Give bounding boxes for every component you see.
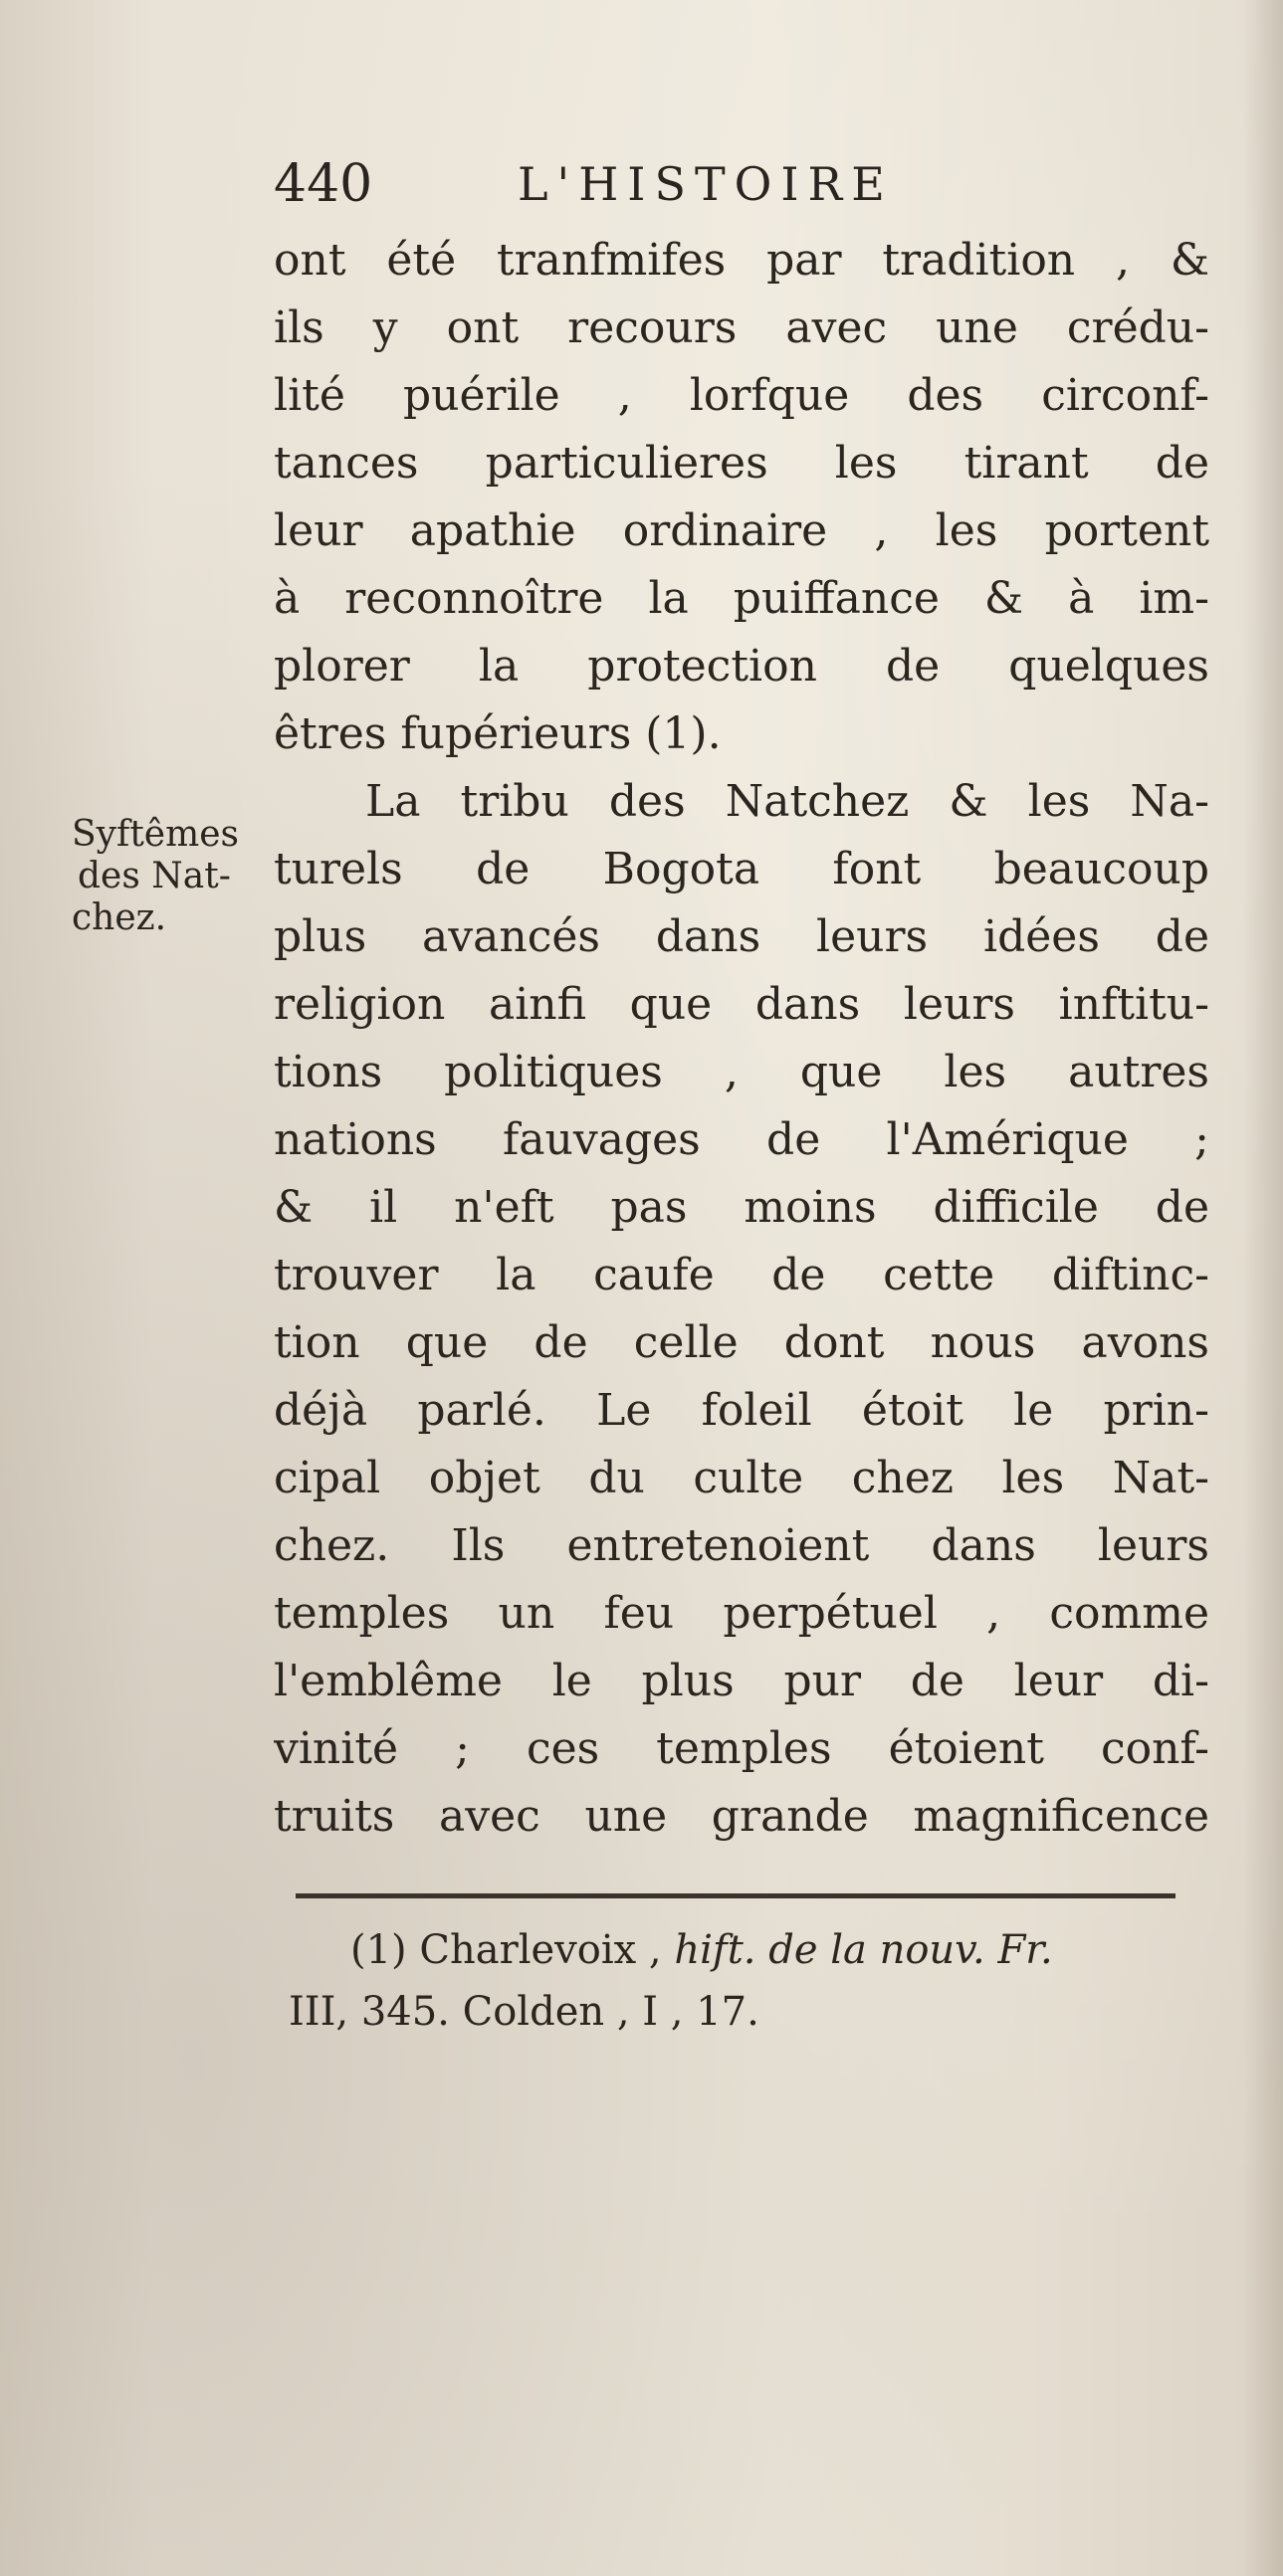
text-line: tances particulieres les tirant de: [274, 438, 1209, 489]
text-line: nations fauvages de l'Amérique ;: [274, 1114, 1209, 1165]
text-line: tions politiques , que les autres: [274, 1047, 1209, 1097]
text-line: temples un feu perpétuel , comme: [274, 1588, 1209, 1639]
footnote-rule: [296, 1893, 1176, 1898]
text-line: déjà parlé. Le foleil étoit le prin-: [274, 1385, 1209, 1436]
text-line: & il n'eft pas moins difficile de: [274, 1182, 1209, 1233]
text-line: religion ainfi que dans leurs inftitu-: [274, 979, 1209, 1030]
margin-note-line: Syftêmes: [72, 814, 240, 855]
footnote-title: hift. de la nouv. Fr.: [674, 1927, 1053, 1973]
footnote-line: [289, 1919, 1219, 1981]
footnote: [289, 1919, 1219, 2043]
footnote-reference: (1) Charlevoix ,: [350, 1927, 662, 1973]
text-line: La tribu des Natchez & les Na-: [365, 776, 1209, 827]
text-line: ils y ont recours avec une crédu-: [274, 302, 1209, 353]
text-line: tion que de celle dont nous avons: [274, 1317, 1209, 1368]
text-line: lité puérile , lorfque des circonf-: [274, 370, 1209, 421]
body-text: [274, 227, 1209, 1851]
text-line: à reconnoître la puiffance & à im-: [274, 573, 1209, 624]
text-line: êtres fupérieurs (1).: [274, 708, 722, 759]
text-line: chez. Ils entretenoient dans leurs: [274, 1520, 1209, 1571]
text-line: plorer la protection de quelques: [274, 641, 1209, 692]
page-header: [274, 149, 1209, 219]
page-edge-shadow: [1243, 0, 1283, 2576]
text-line: turels de Bogota font beaucoup: [274, 844, 1209, 894]
text-line: plus avancés dans leurs idées de: [274, 911, 1209, 962]
text-line: truits avec une grande magnificence: [274, 1791, 1209, 1842]
text-line: vinité ; ces temples étoient conf-: [274, 1723, 1209, 1774]
text-line: cipal objet du culte chez les Nat-: [274, 1453, 1209, 1503]
margin-note-line: chez.: [72, 897, 167, 938]
page-number: 440: [274, 154, 373, 214]
margin-note: [72, 814, 286, 939]
margin-note-line: des Nat-: [78, 856, 231, 896]
running-head: L'HISTOIRE: [518, 157, 894, 211]
text-line: leur apathie ordinaire , les portent: [274, 505, 1209, 556]
footnote-line: III, 345. Colden , I , 17.: [289, 1989, 759, 2035]
text-line: trouver la caufe de cette diftinc-: [274, 1250, 1209, 1300]
text-line: ont été tranfmifes par tradition , &: [274, 235, 1209, 286]
text-line: l'emblême le plus pur de leur di-: [274, 1656, 1209, 1706]
